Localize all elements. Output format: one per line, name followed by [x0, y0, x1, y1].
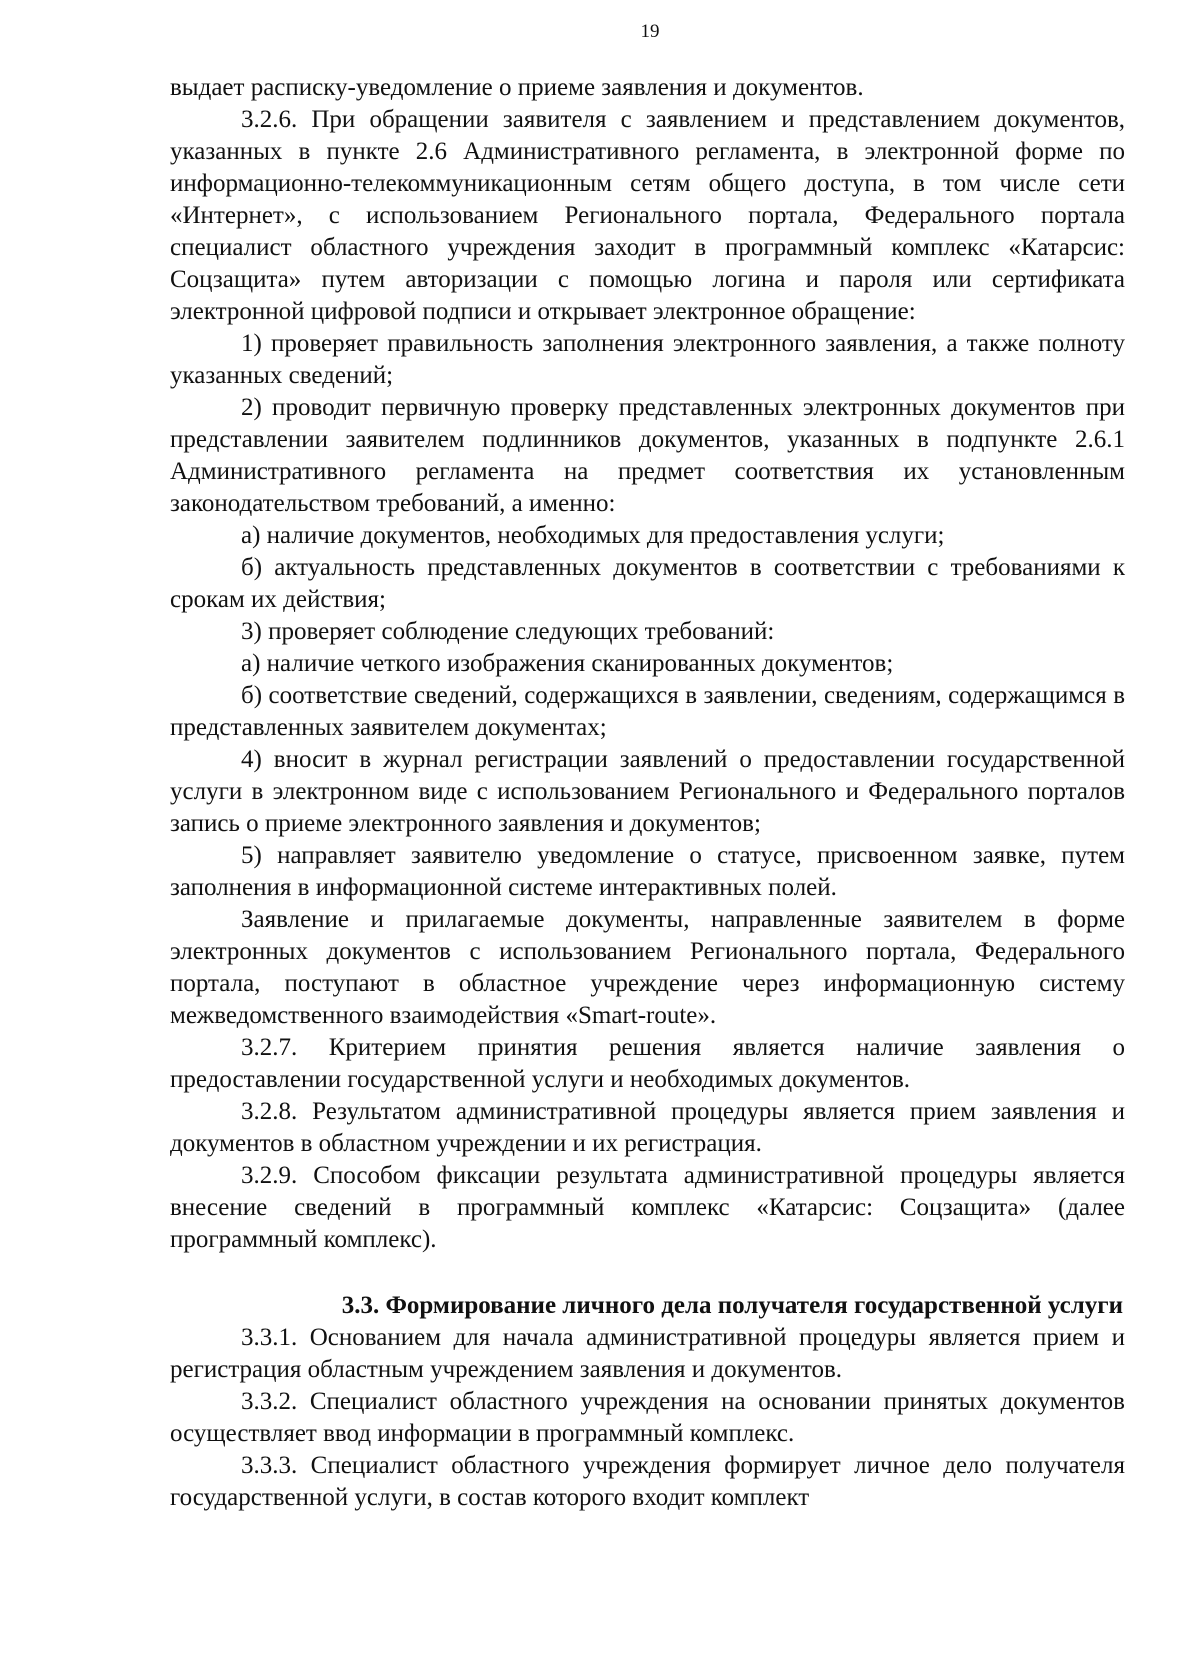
list-item-3b: б) соответствие сведений, содержащихся в заявлении, сведениям, содержащимся в представленных заявителем документах; [170, 682, 1125, 741]
list-item-2: 2) проводит первичную проверку представленных электронных документов при представлении заявителем подлинников документов, указанных в подпункте 2.6.1 Административного регламента на предмет соответствия их установленным законодательством требований, а именно: [170, 394, 1125, 517]
paragraph-3-3-1: 3.3.1. Основанием для начала административной процедуры является прием и регистрация областным учреждением заявления и документов. [170, 1324, 1125, 1383]
paragraph-3-3-3: 3.3.3. Специалист областного учреждения формирует личное дело получателя государственной услуги, в состав которого входит комплект [170, 1452, 1125, 1511]
paragraph-3-2-6: 3.2.6. При обращении заявителя с заявлением и представлением документов, указанных в пункте 2.6 Административного регламента, в электронной форме по информационно-телекоммуникационным сетям общего доступа, в том числе сети «Интернет», с использованием Регионального портала, Федерального портала специалист областного учреждения заходит в программный комплекс «Катарсис: Соцзащита» путем авторизации с помощью логина и пароля или сертификата электронной цифровой подписи и открывает электронное обращение: [170, 106, 1125, 325]
list-item-3: 3) проверяет соблюдение следующих требований: [241, 618, 775, 645]
list-item-4: 4) вносит в журнал регистрации заявлений о предоставлении государственной услуги в электронном виде с использованием Регионального и Федерального порталов запись о приеме электронного заявления и документов; [170, 746, 1125, 837]
list-item-3a: а) наличие четкого изображения сканированных документов; [241, 650, 894, 677]
section-gap [170, 1256, 1125, 1290]
page-number: 19 [640, 21, 660, 42]
paragraph-3-2-7: 3.2.7. Критерием принятия решения является наличие заявления о предоставлении государственной услуги и необходимых документов. [170, 1034, 1125, 1093]
list-item-2b: б) актуальность представленных документов в соответствии с требованиями к срокам их действия; [170, 554, 1125, 613]
paragraph-smart-route: Заявление и прилагаемые документы, направленные заявителем в форме электронных документов с использованием Регионального портала, Федерального портала, поступают в областное учреждение через информационную систему межведомственного взаимодействия «Smart-route». [170, 906, 1125, 1029]
paragraph-3-2-9: 3.2.9. Способом фиксации результата административной процедуры является внесение сведений в программный комплекс «Катарсис: Соцзащита» (далее программный комплекс). [170, 1162, 1125, 1253]
paragraph-continuation: выдает расписку-уведомление о приеме заявления и документов. [170, 74, 864, 101]
list-item-5: 5) направляет заявителю уведомление о статусе, присвоенном заявке, путем заполнения в информационной системе интерактивных полей. [170, 842, 1125, 901]
section-heading-3-3: 3.3. Формирование личного дела получателя государственной услуги [341, 1292, 1123, 1319]
document-body [170, 72, 1125, 1514]
paragraph-3-3-2: 3.3.2. Специалист областного учреждения на основании принятых документов осуществляет ввод информации в программный комплекс. [170, 1388, 1125, 1447]
list-item-2a: а) наличие документов, необходимых для предоставления услуги; [241, 522, 945, 549]
paragraph-3-2-8: 3.2.8. Результатом административной процедуры является прием заявления и документов в областном учреждении и их регистрация. [170, 1098, 1125, 1157]
list-item-1: 1) проверяет правильность заполнения электронного заявления, а также полноту указанных сведений; [170, 330, 1125, 389]
